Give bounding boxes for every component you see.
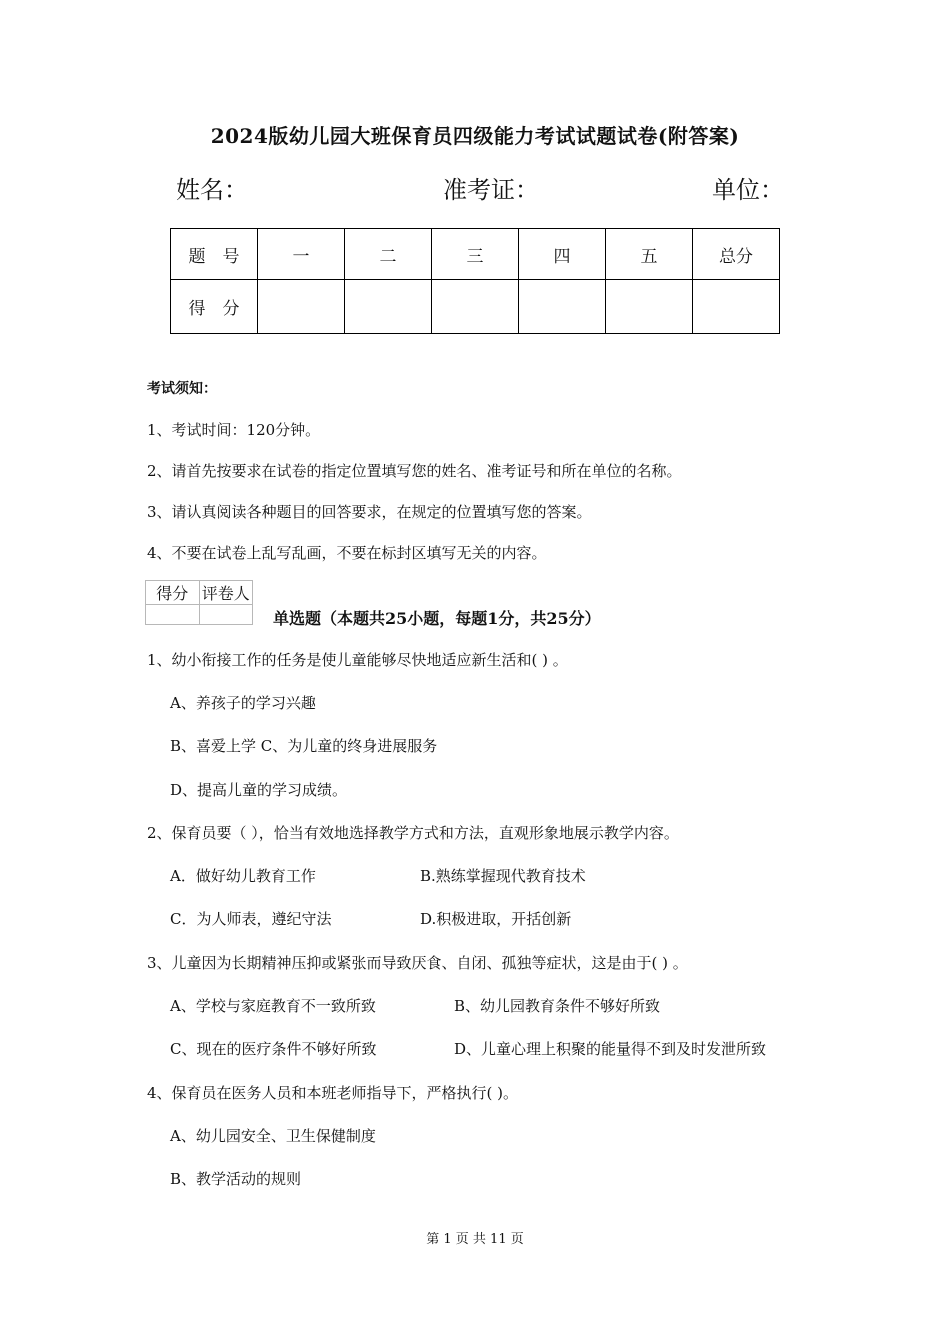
- score-row-label: 得 分: [171, 280, 258, 334]
- score-cell[interactable]: [258, 280, 345, 334]
- grader-box: [145, 580, 253, 625]
- score-table-header-cell: 总分: [693, 229, 780, 280]
- question-option[interactable]: B、幼儿园教育条件不够好所致: [454, 997, 661, 1015]
- score-table-header-cell: 一: [258, 229, 345, 280]
- question-option[interactable]: D.积极进取，开括创新: [420, 910, 572, 928]
- score-cell[interactable]: [693, 280, 780, 334]
- question-stem: 2、保育员要（ ），恰当有效地选择教学方式和方法，直观形象地展示教学内容。: [147, 824, 679, 842]
- unit-field-label: 单位：: [712, 176, 784, 204]
- question-option[interactable]: C、现在的医疗条件不够好所致: [170, 1040, 377, 1058]
- score-cell[interactable]: [432, 280, 519, 334]
- question-option[interactable]: D、儿童心理上积聚的能量得不到及时发泄所致: [454, 1040, 767, 1058]
- grader-score-label: 得分: [146, 581, 200, 605]
- notice-item: 3、请认真阅读各种题目的回答要求，在规定的位置填写您的答案。: [147, 503, 592, 521]
- exam-id-field-label: 准考证：: [443, 176, 539, 204]
- question-option[interactable]: D、提高儿童的学习成绩。: [170, 781, 348, 799]
- question-stem: 4、保育员在医务人员和本班老师指导下，严格执行( )。: [147, 1084, 519, 1102]
- score-table: [170, 228, 780, 334]
- grader-score-cell[interactable]: [146, 605, 200, 625]
- question-option[interactable]: C．为人师表，遵纪守法: [170, 910, 332, 928]
- question-option[interactable]: A．做好幼儿教育工作: [170, 867, 316, 885]
- score-cell[interactable]: [606, 280, 693, 334]
- score-table-header-cell: 四: [519, 229, 606, 280]
- question-option[interactable]: A、养孩子的学习兴趣: [170, 694, 316, 712]
- name-field-label: 姓名：: [176, 176, 248, 204]
- grader-name-cell[interactable]: [199, 605, 253, 625]
- score-table-header-row: [171, 229, 780, 280]
- notice-item: 4、不要在试卷上乱写乱画，不要在标封区填写无关的内容。: [147, 544, 547, 562]
- question-option[interactable]: B、喜爱上学 C、为儿童的终身进展服务: [170, 737, 438, 755]
- notice-item: 2、请首先按要求在试卷的指定位置填写您的姓名、准考证号和所在单位的名称。: [147, 462, 682, 480]
- score-table-score-row: [171, 280, 780, 334]
- score-cell[interactable]: [519, 280, 606, 334]
- question-option[interactable]: B、教学活动的规则: [170, 1170, 302, 1188]
- question-option[interactable]: A、幼儿园安全、卫生保健制度: [170, 1127, 376, 1145]
- question-option[interactable]: B.熟练掌握现代教育技术: [420, 867, 586, 885]
- notice-item: 1、考试时间：120分钟。: [147, 421, 321, 439]
- score-table-header-cell: 三: [432, 229, 519, 280]
- question-stem: 3、儿童因为长期精神压抑或紧张而导致厌食、自闭、孤独等症状，这是由于( ) 。: [147, 954, 688, 972]
- notice-heading: 考试须知：: [147, 381, 217, 397]
- page-footer: 第 1 页 共 11 页: [426, 1232, 524, 1247]
- score-cell[interactable]: [345, 280, 432, 334]
- score-table-header-cell: 五: [606, 229, 693, 280]
- score-table-header-cell: 题 号: [171, 229, 258, 280]
- section-title: 单选题（本题共25小题，每题1分，共25分）: [273, 609, 601, 628]
- question-option[interactable]: A、学校与家庭教育不一致所致: [170, 997, 376, 1015]
- grader-name-label: 评卷人: [199, 581, 253, 605]
- question-stem: 1、幼小衔接工作的任务是使儿童能够尽快地适应新生活和( ) 。: [147, 651, 568, 669]
- score-table-header-cell: 二: [345, 229, 432, 280]
- page-title: 2024版幼儿园大班保育员四级能力考试试题试卷(附答案): [210, 124, 740, 148]
